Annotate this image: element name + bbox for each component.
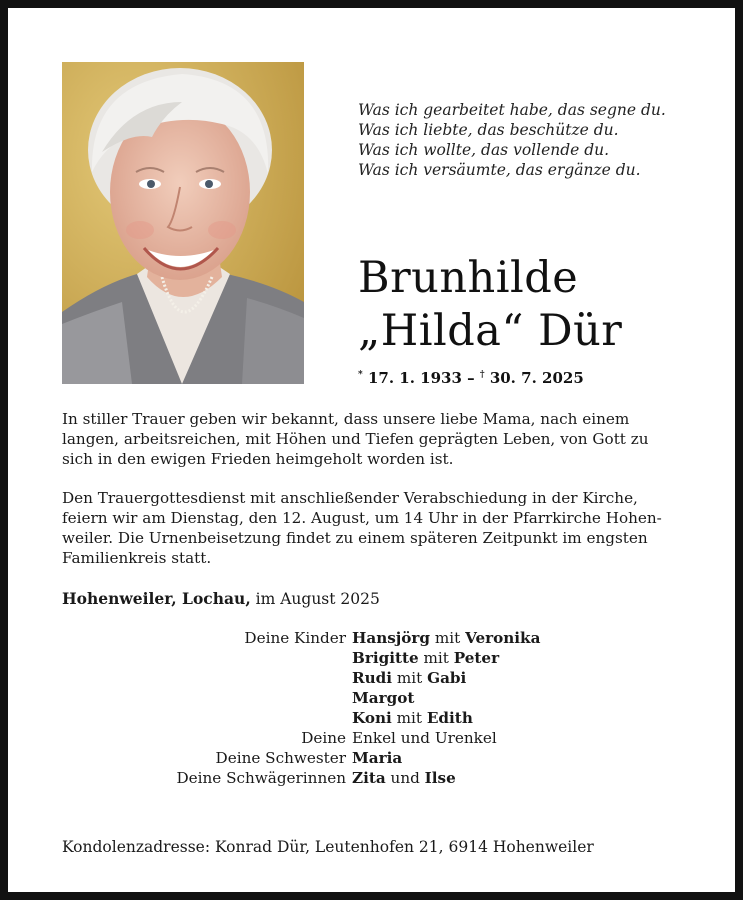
family-row [62, 768, 687, 788]
family-member: Brigitte [352, 649, 419, 667]
family-names [352, 668, 466, 688]
paragraph-line: Familienkreis statt. [62, 549, 212, 567]
name-line-1: Brunhilde [358, 253, 579, 303]
paragraph-line: langen, arbeitsreichen, mit Höhen und Tiefen geprägten Leben, von Gott zu [62, 430, 649, 448]
family-label: Deine Kinder [244, 629, 346, 647]
family-row [62, 648, 687, 668]
family-names [352, 688, 414, 708]
joiner: mit [392, 669, 428, 687]
portrait-image [62, 62, 304, 384]
death-date: 30. 7. 2025 [489, 369, 584, 387]
paragraph-line: In stiller Trauer geben wir bekannt, dass unsere liebe Mama, nach einem [62, 410, 630, 428]
announcement-paragraph [62, 409, 687, 469]
family-list [62, 628, 687, 788]
verse-line: Was ich versäumte, das ergänze du. [358, 161, 641, 179]
family-member: Rudi [352, 669, 393, 687]
family-label: Deine Schwester [215, 749, 346, 767]
family-row [62, 668, 687, 688]
family-row [62, 688, 687, 708]
family-partner: Gabi [427, 669, 467, 687]
paragraph-line: sich in den ewigen Frieden heimgeholt worden ist. [62, 450, 454, 468]
family-names [352, 648, 499, 668]
family-row [62, 628, 687, 648]
joiner: mit [418, 649, 454, 667]
birth-symbol: * [358, 370, 363, 380]
family-grandchildren: Enkel und Urenkel [352, 729, 497, 747]
paragraph-line: feiern wir am Dienstag, den 12. August, um 14 Uhr in der Pfarrkirche Hohen- [62, 509, 662, 527]
family-label: Deine [301, 729, 346, 747]
death-symbol: † [479, 370, 485, 380]
family-member: Koni [352, 709, 392, 727]
place-date: im August 2025 [250, 590, 380, 608]
family-names [352, 628, 540, 648]
family-label: Deine Schwägerinnen [176, 769, 346, 787]
verse-line: Was ich liebte, das beschütze du. [358, 121, 619, 139]
family-names [352, 768, 456, 788]
family-partner: Peter [453, 649, 500, 667]
family-label [62, 708, 352, 728]
service-paragraph [62, 488, 687, 568]
joiner: mit [391, 709, 427, 727]
family-partner: Veronika [465, 629, 541, 647]
family-names [352, 708, 473, 728]
paragraph-line: weiler. Die Urnenbeisetzung findet zu einem späteren Zeitpunkt im engsten [62, 529, 648, 547]
portrait-photo [62, 62, 304, 384]
family-row [62, 708, 687, 728]
family-row [62, 748, 687, 768]
place-locations: Hohenweiler, Lochau, [62, 589, 251, 608]
family-label [62, 688, 352, 708]
family-member: Maria [352, 749, 403, 767]
memorial-verse [358, 100, 688, 180]
date-separator: – [461, 369, 480, 387]
paragraph-line: Den Trauergottesdienst mit anschließender Verabschiedung in der Kirche, [62, 489, 638, 507]
place-and-date [62, 589, 380, 608]
verse-line: Was ich wollte, das vollende du. [358, 141, 610, 159]
family-row [62, 728, 687, 748]
deceased-name [358, 252, 698, 358]
family-label [62, 668, 352, 688]
name-line-2: „Hilda“ Dür [358, 306, 623, 356]
joiner: mit [430, 629, 466, 647]
family-label [62, 648, 352, 668]
joiner: und [385, 769, 425, 787]
verse-line: Was ich gearbeitet habe, das segne du. [358, 101, 666, 119]
life-dates [358, 369, 584, 387]
condolence-address: Kondolenzadresse: Konrad Dür, Leutenhofen 21, 6914 Hohenweiler [62, 838, 594, 856]
family-names [352, 748, 402, 768]
family-partner: Edith [426, 709, 473, 727]
family-member: Hansjörg [352, 629, 431, 647]
family-member: Zita [352, 769, 386, 787]
birth-date: 17. 1. 1933 [367, 369, 462, 387]
family-member: Ilse [424, 769, 456, 787]
family-member: Margot [352, 689, 415, 707]
